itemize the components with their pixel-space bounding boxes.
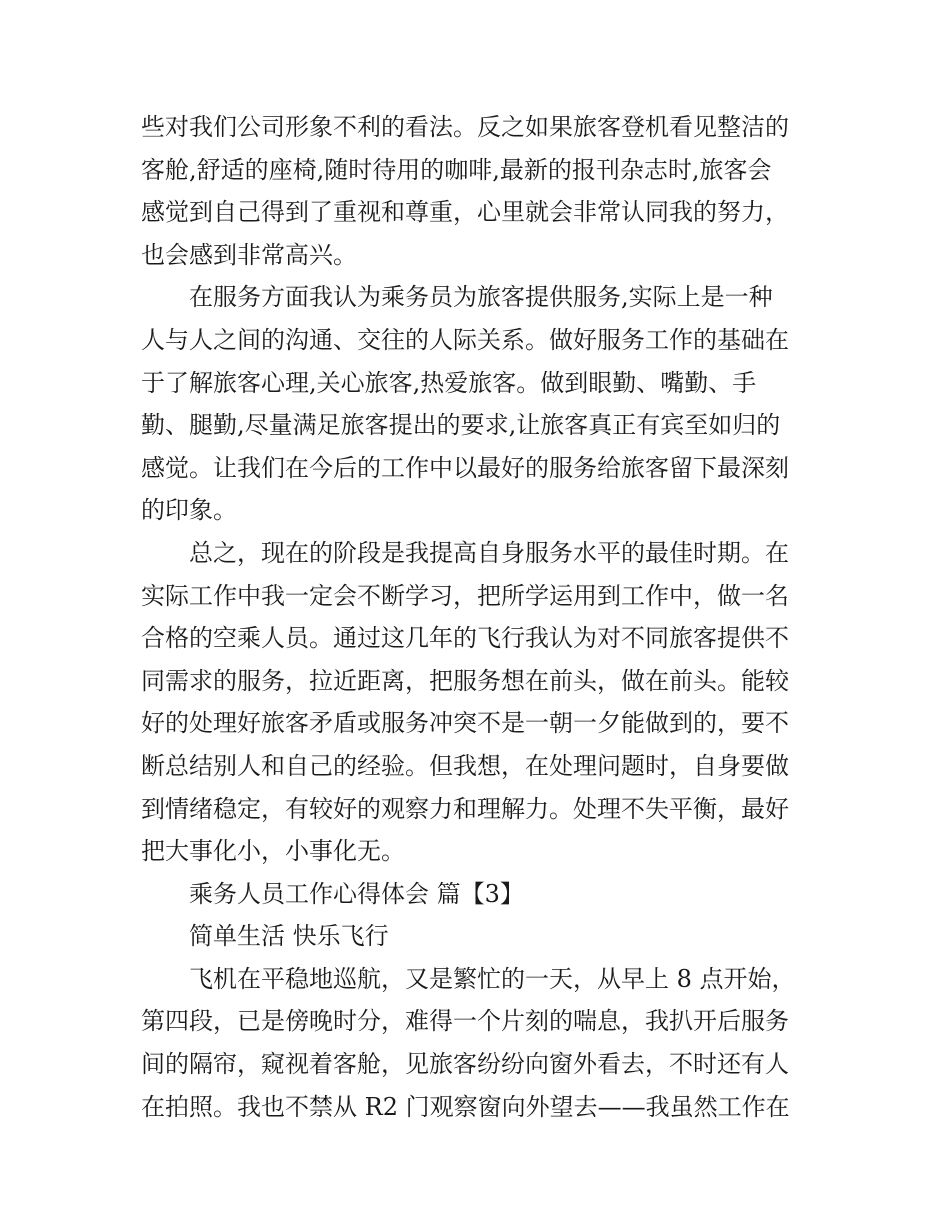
text-line: 到情绪稳定，有较好的观察力和理解力。处理不失平衡，最好	[141, 794, 789, 823]
text-line: 客舱,舒适的座椅,随时待用的咖啡,最新的报刊杂志时,旅客会	[141, 155, 772, 184]
text-line: 好的处理好旅客矛盾或服务冲突不是一朝一夕能做到的，要不	[141, 709, 789, 738]
text-line: 人与人之间的沟通、交往的人际关系。做好服务工作的基础在	[141, 325, 789, 354]
text-line: 第四段，已是傍晚时分，难得一个片刻的喘息，我扒开后服务	[141, 1007, 789, 1036]
paragraph-first-line: 飞机在平稳地巡航，又是繁忙的一天，从早上 8 点开始，	[189, 964, 796, 993]
text-line: 感觉到自己得到了重视和尊重，心里就会非常认同我的努力，	[141, 198, 789, 227]
text-line: 于了解旅客心理,关心旅客,热爱旅客。做到眼勤、嘴勤、手	[141, 368, 757, 397]
paragraph-first-line: 总之，现在的阶段是我提高自身服务水平的最佳时期。在	[189, 538, 789, 567]
body-text	[141, 106, 813, 1128]
text-line: 在拍照。我也不禁从 R2 门观察窗向外望去——我虽然工作在	[141, 1092, 790, 1121]
text-line: 断总结别人和自己的经验。但我想，在处理问题时，自身要做	[141, 751, 789, 780]
text-line: 把大事化小，小事化无。	[141, 837, 405, 866]
text-line: 实际工作中我一定会不断学习，把所学运用到工作中，做一名	[141, 581, 789, 610]
text-line: 也会感到非常高兴。	[141, 240, 357, 269]
text-line: 合格的空乘人员。通过这几年的飞行我认为对不同旅客提供不	[141, 624, 789, 653]
text-line: 间的隔帘，窥视着客舱，见旅客纷纷向窗外看去，不时还有人	[141, 1050, 789, 1079]
section-subtitle: 简单生活 快乐飞行	[189, 922, 389, 951]
section-heading: 乘务人员工作心得体会 篇【3】	[189, 879, 524, 908]
text-line: 些对我们公司形象不利的看法。反之如果旅客登机看见整洁的	[141, 113, 789, 141]
paragraph-first-line: 在服务方面我认为乘务员为旅客提供服务,实际上是一种	[189, 283, 773, 312]
text-line: 的印象。	[141, 496, 237, 525]
text-line: 同需求的服务，拉近距离，把服务想在前头，做在前头。能较	[141, 666, 789, 695]
text-line: 感觉。让我们在今后的工作中以最好的服务给旅客留下最深刻	[141, 453, 789, 482]
text-line: 勤、腿勤,尽量满足旅客提出的要求,让旅客真正有宾至如归的	[141, 411, 781, 440]
